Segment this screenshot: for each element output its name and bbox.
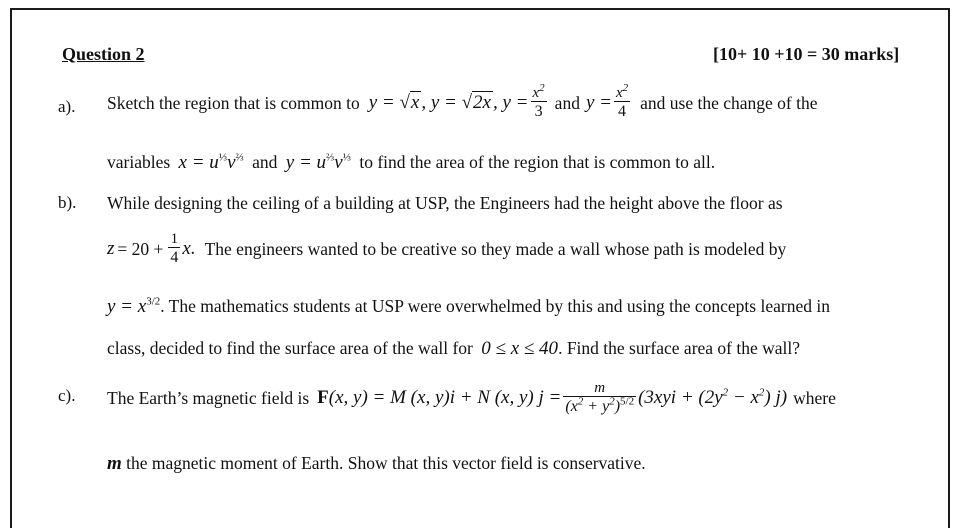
part-a-text-1-end: and use the change of the xyxy=(640,92,818,113)
part-a-line-2 xyxy=(107,152,715,174)
equation-height: z xyxy=(107,238,115,259)
part-b-label: b). xyxy=(58,193,77,212)
equation-x-change: $x = u^{\frac{1}{3}}v^{\frac{2}{3}}$ xyxy=(178,151,244,173)
equation-curves: y = √x , y = √2x , y = xyxy=(368,92,529,113)
fraction-x2-over-3: $\frac{x^2}{3}$ xyxy=(532,82,545,120)
fraction-x2-over-4: $\frac{x^2}{4}$ xyxy=(615,82,629,120)
part-b-text-4: class, decided to find the surface area of the wall for xyxy=(107,338,473,358)
equation-field-vector: ($3xyi + (2y^2 - x^2)$ j) xyxy=(638,386,788,408)
part-b-line-3 xyxy=(107,296,830,318)
fraction-one-quarter: $\frac{1}{4}$ xyxy=(170,231,179,266)
part-c-label: c). xyxy=(58,386,76,405)
part-b-line-4 xyxy=(107,338,800,360)
part-c-text-2: the magnetic moment of Earth. Show that this vector field is conservative. xyxy=(126,453,646,473)
part-a-text-1: Sketch the region that is common to xyxy=(107,92,360,113)
part-a-text-2: variables xyxy=(107,152,171,172)
equation-y: y = xyxy=(585,92,612,113)
part-b-line-2 xyxy=(107,226,786,272)
part-b-text-2: The engineers wanted to be creative so they made a wall whose path is modeled by xyxy=(204,238,787,259)
equation-height-const: = 20 + xyxy=(117,238,164,259)
part-c-where: where xyxy=(793,387,836,408)
part-a-text-2-end: to find the area of the region that is common to all. xyxy=(359,152,716,172)
equation-y-change: $y = u^{\frac{2}{3}}v^{\frac{1}{3}}$ xyxy=(285,151,351,173)
part-b-text-4-end: . Find the surface area of the wall? xyxy=(558,338,801,358)
part-a-and-2: and xyxy=(252,152,278,172)
marks-allocation: [10+ 10 +10 = 30 marks] xyxy=(713,44,900,64)
symbol-m: m xyxy=(107,453,122,474)
part-a-and-1: and xyxy=(554,92,580,113)
equation-height-x: x. xyxy=(182,238,196,259)
part-c-line-2 xyxy=(107,453,646,475)
part-a-line-1 xyxy=(107,80,818,126)
part-a-label: a). xyxy=(58,97,76,116)
equation-wall-path: $y = x^{3/2}$ xyxy=(107,295,161,317)
equation-field: F(x, y) = M (x, y)i + N (x, y) j = xyxy=(317,387,562,408)
part-b-line-1: While designing the ceiling of a building at USP, the Engineers had the height above the floor as xyxy=(107,193,783,213)
part-c-line-1 xyxy=(107,370,836,426)
equation-x-range: 0 ≤ x ≤ 40 xyxy=(481,338,559,359)
part-b-text-3: . The mathematics students at USP were overwhelmed by this and using the concepts learned in xyxy=(160,296,830,316)
part-c-text-1: The Earth’s magnetic field is xyxy=(107,387,310,408)
fraction-m-over-r5: $\frac{m}{(x^2 + y^2)^{5/2}}$ xyxy=(565,380,635,415)
question-title: Question 2 xyxy=(62,44,145,64)
